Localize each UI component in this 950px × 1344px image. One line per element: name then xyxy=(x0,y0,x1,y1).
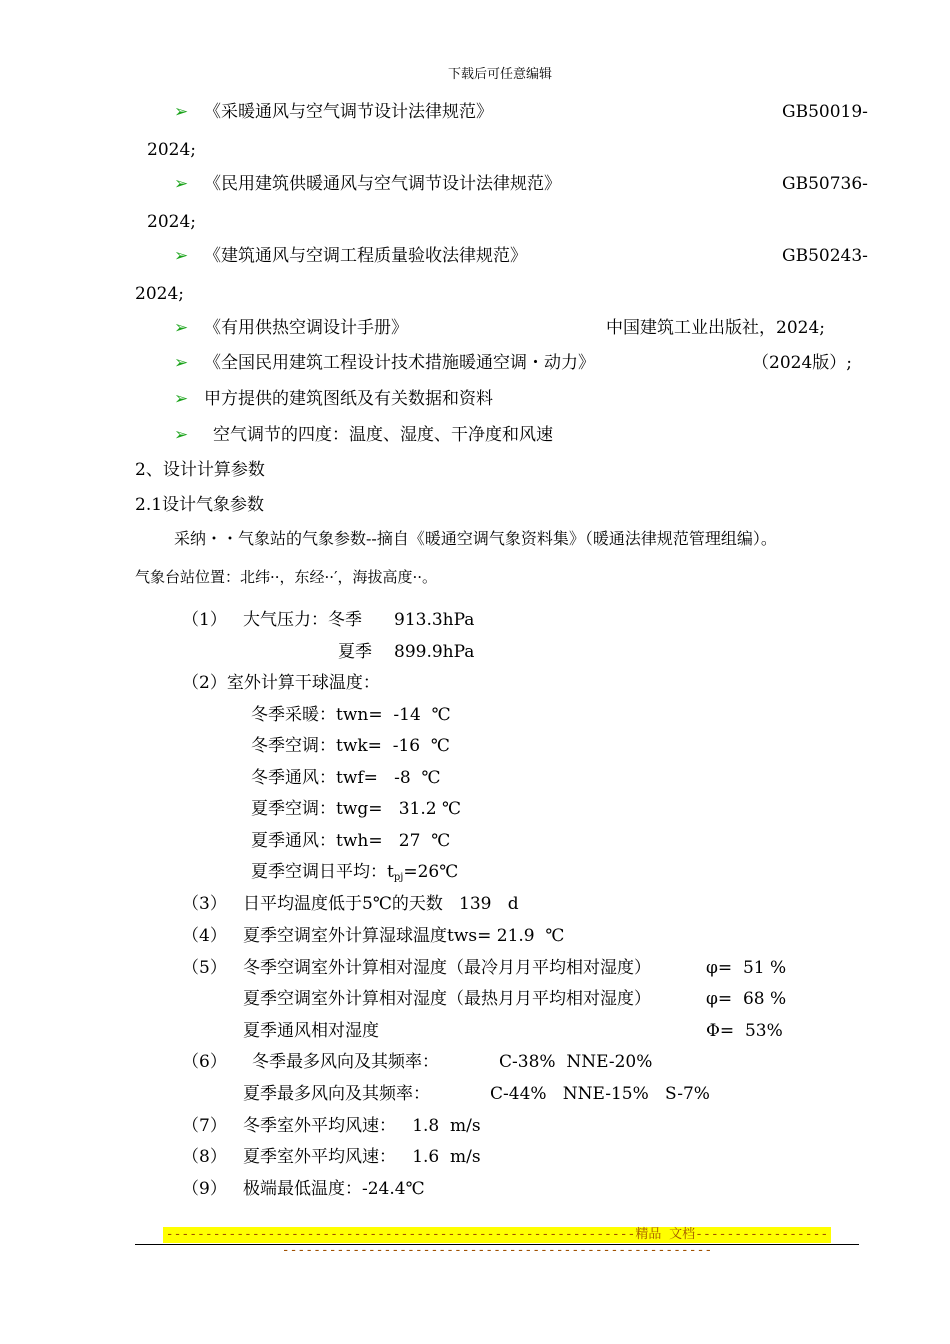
param-value: 913.3hPa xyxy=(394,610,475,630)
temperature-avg-value: =26℃ xyxy=(403,862,459,882)
temperature-row: 冬季空调：twk= -16 ℃ xyxy=(251,736,450,756)
param-line: 冬季室外平均风速： 1.8 m/s xyxy=(243,1116,481,1136)
reference-title: 《建筑通风与空调工程质量验收法律规范》 xyxy=(204,246,527,266)
param-label: 冬季最多风向及其频率： xyxy=(252,1052,439,1072)
param-line: 日平均温度低于5℃的天数 139 d xyxy=(243,894,519,914)
bullet-arrow-icon: ➢ xyxy=(174,353,189,373)
temperature-avg-subscript: pj xyxy=(393,872,404,883)
param-value: C-38% NNE-20% xyxy=(499,1052,653,1072)
reference-title: 甲方提供的建筑图纸及有关数据和资料 xyxy=(204,389,493,409)
param-value: Φ= 53% xyxy=(706,1021,783,1041)
reference-edition: （2024版）; xyxy=(752,353,852,373)
bullet-arrow-icon: ➢ xyxy=(174,318,189,338)
reference-code: GB50019- xyxy=(782,102,868,122)
reference-code: GB50243- xyxy=(782,246,868,266)
param-number: （3） xyxy=(182,894,227,914)
reference-title: 《全国民用建筑工程设计技术措施暖通空调・动力》 xyxy=(204,353,595,373)
param-number: （9） xyxy=(182,1179,227,1199)
page-header: 下载后可任意编辑 xyxy=(448,67,553,82)
param-number: （8） xyxy=(182,1147,227,1167)
param-number: （5） xyxy=(182,958,227,978)
intro-location: 气象台站位置：北纬··，东经··′，海拔高度··。 xyxy=(135,568,438,586)
reference-title: 《有用供热空调设计手册》 xyxy=(204,318,408,338)
temperature-avg-row xyxy=(251,861,458,889)
section-heading: 2、设计计算参数 xyxy=(135,460,265,480)
temperature-row: 夏季通风：twh= 27 ℃ xyxy=(251,831,451,851)
param-heading: （2）室外计算干球温度： xyxy=(182,673,380,693)
reference-code-cont: 2024; xyxy=(135,284,184,304)
temperature-avg-label: 夏季空调日平均：t xyxy=(251,862,394,882)
intro-paragraph: 采纳・・气象站的气象参数--摘自《暖通空调气象资料集》（暖通法律规范管理组编）。 xyxy=(174,529,777,548)
temperature-row: 夏季空调：twg= 31.2 ℃ xyxy=(251,799,461,819)
bullet-arrow-icon: ➢ xyxy=(174,174,189,194)
param-line: 极端最低温度：-24.4℃ xyxy=(243,1179,425,1199)
param-label: 冬季空调室外计算相对湿度（最冷月月平均相对湿度） xyxy=(243,958,651,978)
param-value: φ= 51 % xyxy=(706,958,787,978)
param-value: C-44% NNE-15% S-7% xyxy=(490,1084,710,1104)
bullet-arrow-icon: ➢ xyxy=(174,425,189,445)
param-number: （7） xyxy=(182,1116,227,1136)
reference-code-cont: 2024; xyxy=(147,140,196,160)
param-number: （4） xyxy=(182,926,227,946)
param-line: 夏季空调室外计算湿球温度tws= 21.9 ℃ xyxy=(243,926,565,946)
param-number: （6） xyxy=(182,1052,227,1072)
reference-title: 《采暖通风与空气调节设计法律规范》 xyxy=(204,102,493,122)
param-value: φ= 68 % xyxy=(706,989,787,1009)
param-value: 899.9hPa xyxy=(394,642,475,662)
reference-code: GB50736- xyxy=(782,174,868,194)
param-label: 夏季通风相对湿度 xyxy=(243,1021,379,1041)
param-label: 夏季最多风向及其频率： xyxy=(243,1084,430,1104)
footer-banner: ------------------------------------------------------------精品 文档------------------------------------------------------------------------ xyxy=(163,1227,831,1243)
param-label: 大气压力：冬季 xyxy=(243,610,362,630)
reference-title: 空气调节的四度：温度、湿度、干净度和风速 xyxy=(213,425,553,445)
temperature-row: 冬季通风：twf= -8 ℃ xyxy=(251,768,441,788)
param-label: 夏季 xyxy=(338,642,372,662)
param-number: （1） xyxy=(182,610,227,630)
reference-publisher: 中国建筑工业出版社，2024; xyxy=(606,318,825,338)
reference-title: 《民用建筑供暖通风与空气调节设计法律规范》 xyxy=(204,174,561,194)
bullet-arrow-icon: ➢ xyxy=(174,389,189,409)
bullet-arrow-icon: ➢ xyxy=(174,246,189,266)
temperature-row: 冬季采暖：twn= -14 ℃ xyxy=(251,705,451,725)
param-label: 夏季空调室外计算相对湿度（最热月月平均相对湿度） xyxy=(243,989,651,1009)
footer-divider xyxy=(135,1244,859,1245)
reference-code-cont: 2024; xyxy=(147,212,196,232)
subsection-heading: 2.1设计气象参数 xyxy=(135,495,265,515)
param-line: 夏季室外平均风速： 1.6 m/s xyxy=(243,1147,481,1167)
bullet-arrow-icon: ➢ xyxy=(174,102,189,122)
